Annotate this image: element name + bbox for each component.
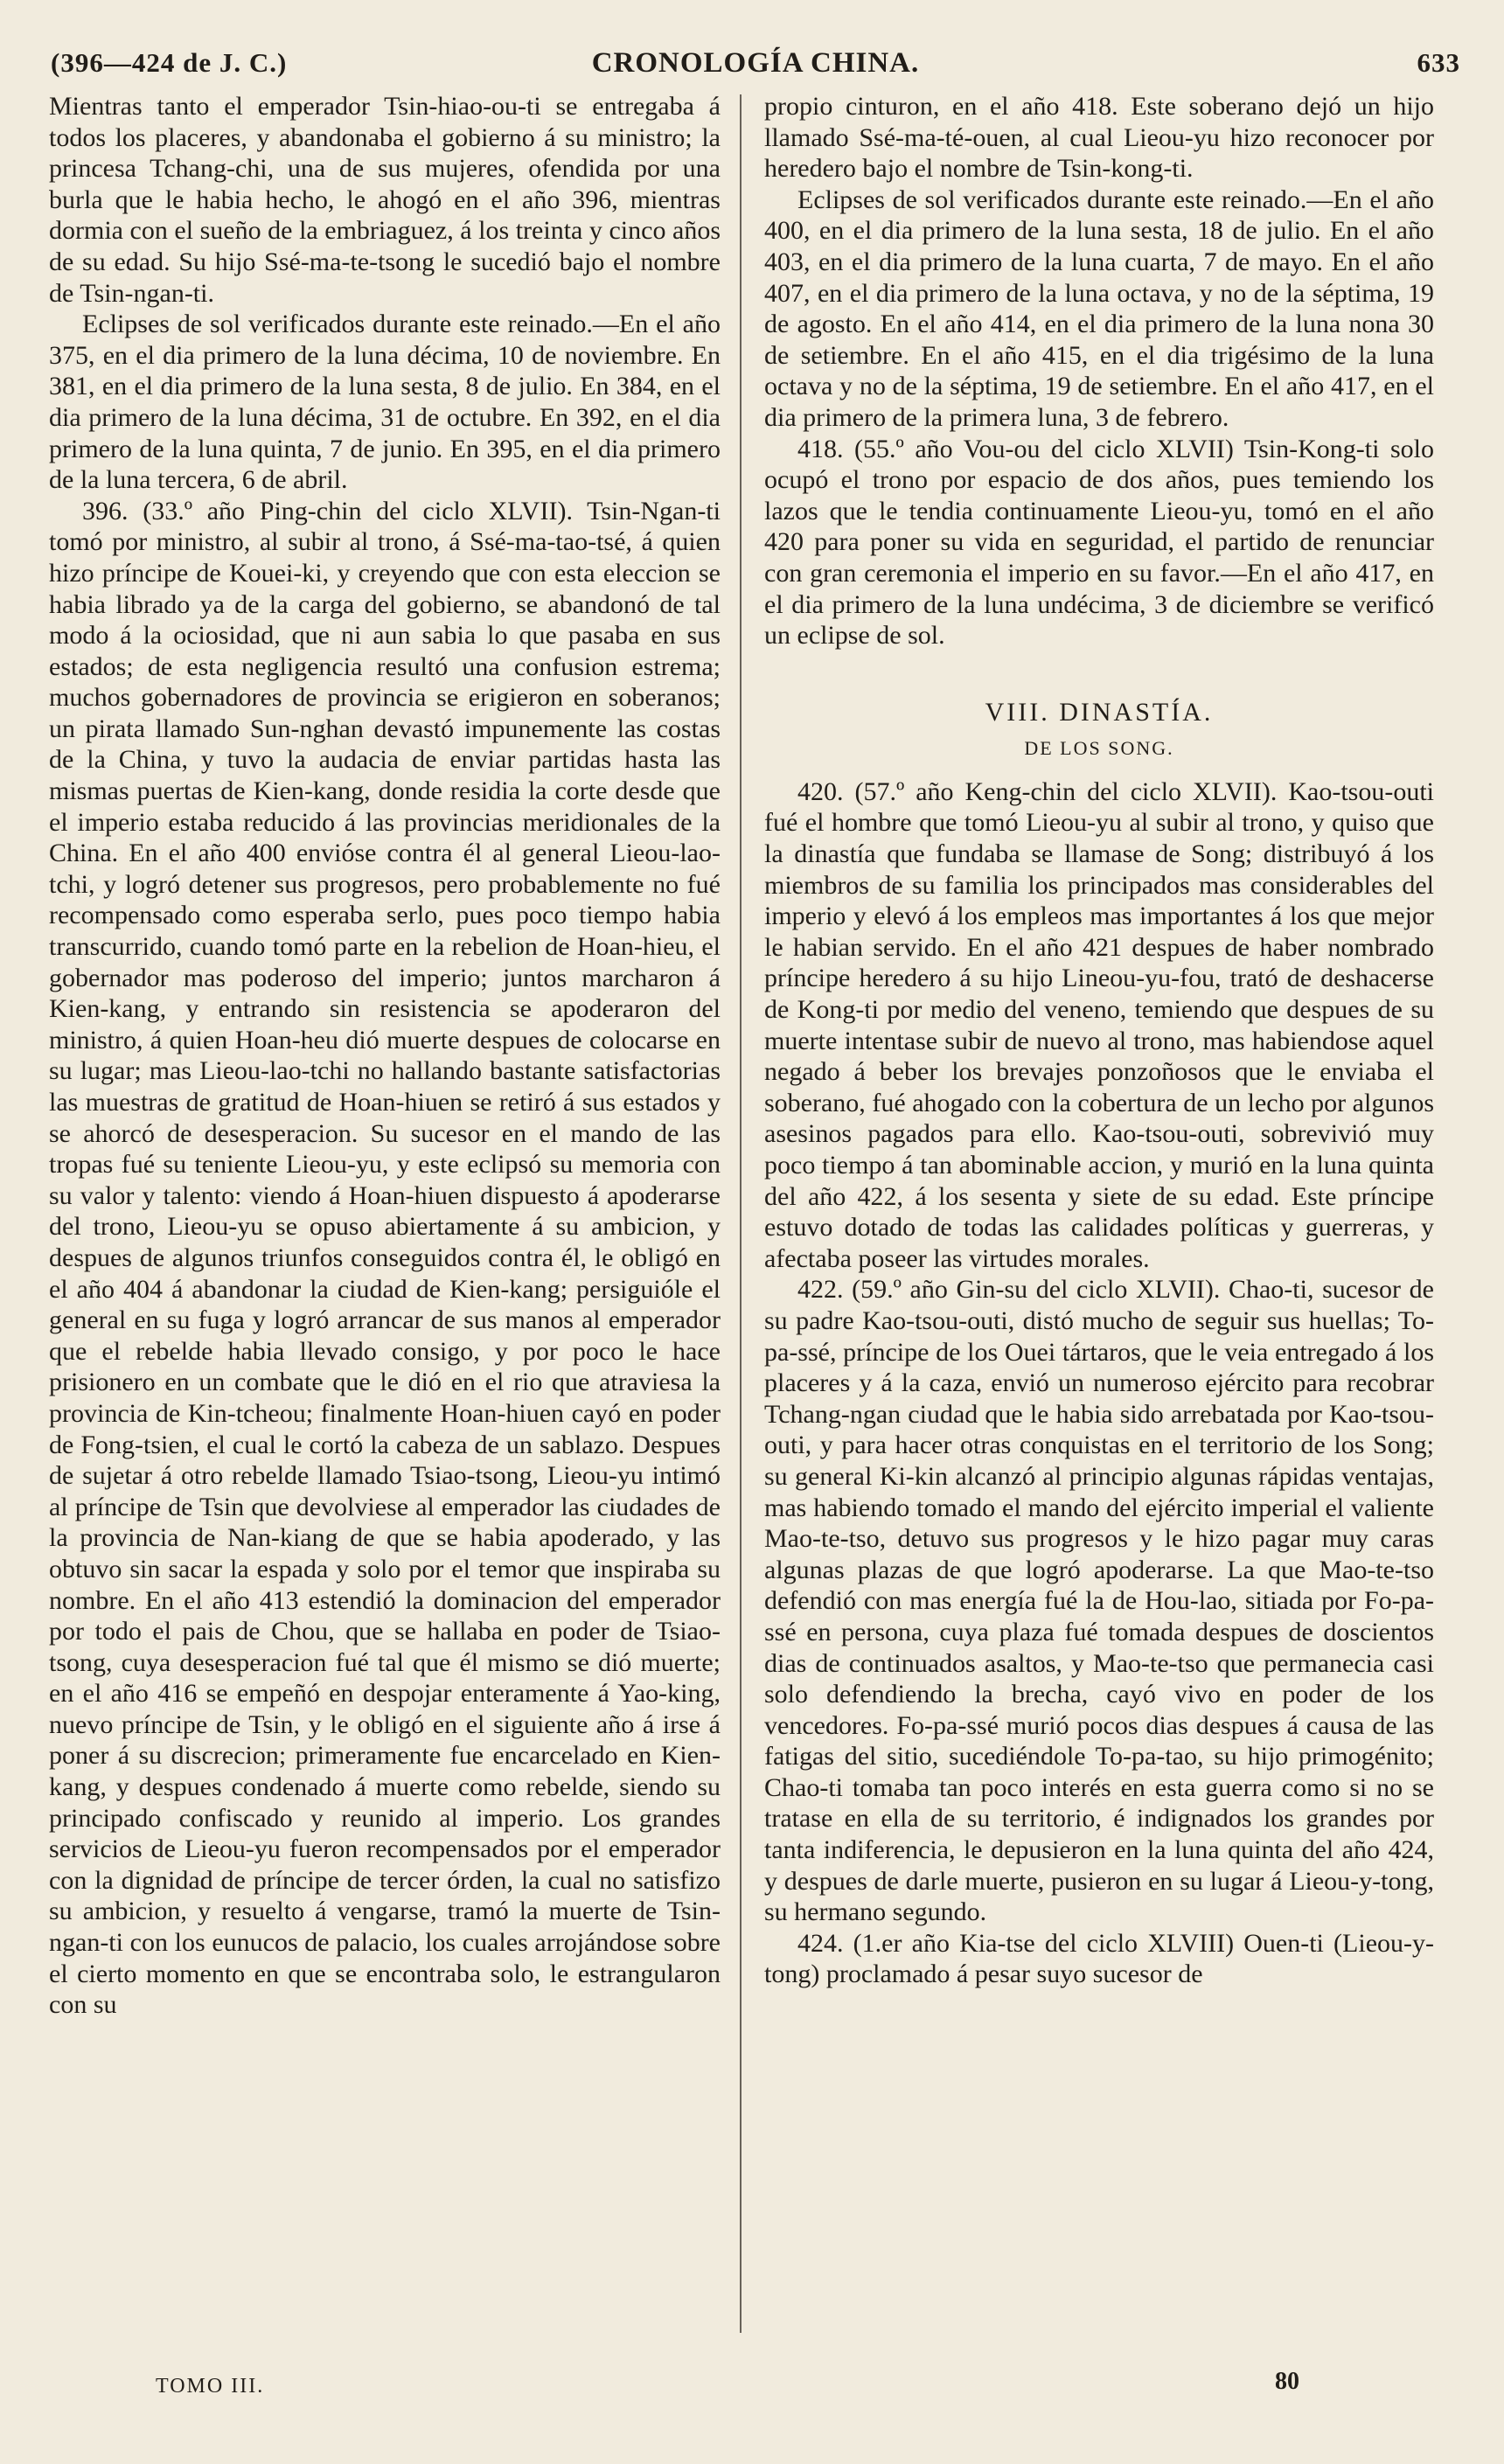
- paragraph: Eclipses de sol verificados durante este reinado.—En el año 400, en el dia primero de la luna sesta, 18 de julio. En el año 403, en el dia primero de la luna cuarta, 7 de mayo. En el año 407, en el dia primero de la luna octava, y no de la séptima, 19 de agosto. En el año 414, en el dia primero de la luna nona 30 de setiembre. En el año 415, en el dia trigésimo de la luna octava y no de la séptima, 19 de setiembre. En el año 417, en el dia primero de la primera luna, 3 de febrero.: [764, 184, 1434, 432]
- header-title: CRONOLOGÍA CHINA.: [591, 47, 920, 79]
- page-number: 633: [1417, 47, 1460, 78]
- header-date-range: (396—424 de J. C.): [51, 47, 288, 78]
- paragraph: 396. (33.º año Ping-chin del ciclo XLVII). Tsin-Ngan-ti tomó por ministro, al subir al trono, á Ssé-ma-tao-tsé, á quien hizo príncipe de Kouei-ki, y creyendo que con esta eleccion se habia librado ya de la carga del gobierno, se abandonó de tal modo á la ociosidad, que ni aun sabia lo que pasaba en sus estados; de esta negligencia resultó una confusion estrema; muchos gobernadores de provincia se erigieron en soberanos; un pirata llamado Sun-nghan devastó impunemente las costas de la China, y tuvo la audacia de enviar partidas hasta las mismas puertas de Kien-kang, donde residia la corte desde que el imperio estaba reducido á las provincias meridionales de la China. En el año 400 envióse contra él al general Lieou-lao-tchi, y logró detener sus progresos, pero probablemente no fué recompensado como esperaba serlo, pues poco tiempo habia transcurrido, cuando tomó parte en la rebelion de Hoan-hieu, el gobernador mas poderoso del imperio; juntos marcharon á Kien-kang, y entrando sin resistencia se apoderaron del ministro, á quien Hoan-heu dió muerte despues de colocarse en su lugar; mas Lieou-lao-tchi no hallando bastante satisfactorias las muestras de gratitud de Hoan-hiuen se retiró á sus estados y se ahorcó de desesperacion. Su sucesor en el mando de las tropas fué su teniente Lieou-yu, y este eclipsó su memoria con su valor y talento: viendo á Hoan-hiuen dispuesto á apoderarse del trono, Lieou-yu se opuso abiertamente á su ambicion, y despues de algunos triunfos conseguidos contra él, le obligó en el año 404 á abandonar la ciudad de Kien-kang; persiguióle el general en su fuga y logró arrancar de sus manos al emperador que el rebelde habia llevado consigo, y por poco le hace prisionero en un combate que le dió en el rio que atraviesa la provincia de Kin-tcheou; finalmente Hoan-hiuen cayó en poder de Fong-tsien, el cual le cortó la cabeza de un sablazo. Despues de sujetar á otro rebelde llamado Tsiao-tsong, Lieou-yu intimó al príncipe de Tsin que devolviese al emperador las ciudades de la provincia de Nan-kiang de que se habia apoderado, y las obtuvo sin sacar la espada y solo por el temor que inspiraba su nombre. En el año 413 estendió la dominacion del emperador por todo el pais de Chou, que se hallaba en poder de Tsiao-tsong, cuya desesperacion fué tal que él mismo se dió muerte; en el año 416 se empeñó en despojar enteramente á Yao-king, nuevo príncipe de Tsin, y le obligó en el siguiente año á irse á poner á su discrecion; primeramente fue encarcelado en Kien-kang, y despues condenado á muerte como rebelde, siendo su principado confiscado y reunido al imperio. Los grandes servicios de Lieou-yu fueron recompensados por el emperador con la dignidad de príncipe de tercer órden, la cual no satisfizo su ambicion, y resuelto á vengarse, tramó la muerte de Tsin-ngan-ti con los eunucos de palacio, los cuales arrojándose sobre el cierto momento en que se encontraba solo, le estrangularon con su: [49, 496, 721, 2020]
- paragraph: Mientras tanto el emperador Tsin-hiao-ou-ti se entregaba á todos los placeres, y abandonaba el gobierno á su ministro; la princesa Tchang-chi, una de sus mujeres, ofendida por una burla que le habia hecho, le ahogó en el año 396, mientras dormia con el sueño de la embriaguez, á los treinta y cinco años de su edad. Su hijo Ssé-ma-te-tsong le sucedió bajo el nombre de Tsin-ngan-ti.: [49, 92, 721, 308]
- right-column: [764, 91, 1434, 1990]
- page-header: [51, 47, 1460, 89]
- section-heading: VIII. DINASTÍA.: [985, 697, 1214, 727]
- section-subheading: DE LOS SONG.: [1024, 737, 1174, 760]
- paragraph: 420. (57.º año Keng-chin del ciclo XLVII). Kao-tsou-outi fué el hombre que tomó Lieou-yu al subir al trono, y quiso que la dinastía que fundaba se llamase de Song; distribuyó á los miembros de su familia los principados mas considerables del imperio y elevó á los empleos mas importantes á los que mejor le habian servido. En el año 421 despues de haber nombrado príncipe heredero á su hijo Lineou-yu-fou, trató de deshacerse de Kong-ti por medio del veneno, temiendo que despues de su muerte intentase subir de nuevo al trono, mas habiendose aquel negado á beber los brevajes ponzoñosos que le enviaba el soberano, fué ahogado con la cobertura de un lecho por algunos asesinos pagados para ello. Kao-tsou-outi, sobrevivió muy poco tiempo á tan abominable accion, y murió en la luna quinta del año 422, á los sesenta y siete de su edad. Este príncipe estuvo dotado de todas las calidades políticas y guerreras, y afectaba poseer las virtudes morales.: [764, 776, 1434, 1273]
- paragraph: propio cinturon, en el año 418. Este soberano dejó un hijo llamado Ssé-ma-té-ouen, al cual Lieou-yu hizo reconocer por heredero bajo el nombre de Tsin-kong-ti.: [764, 92, 1434, 184]
- paragraph: 424. (1.er año Kia-tse del ciclo XLVIII) Ouen-ti (Lieou-y-tong) proclamado á pesar suyo sucesor de: [764, 1928, 1434, 1989]
- paragraph: Eclipses de sol verificados durante este reinado.—En el año 375, en el dia primero de la luna décima, 10 de noviembre. En 381, en el dia primero de la luna sesta, 8 de julio. En 384, en el dia primero de la luna décima, 31 de octubre. En 392, en el dia primero de la luna quinta, 7 de junio. En 395, en el dia primero de la luna tercera, 6 de abril.: [49, 310, 721, 495]
- column-divider: [740, 94, 742, 2333]
- paragraph: 422. (59.º año Gin-su del ciclo XLVII). Chao-ti, sucesor de su padre Kao-tsou-outi, distó mucho de seguir sus huellas; To-pa-ssé, príncipe de los Ouei tártaros, que le veia entregado á los placeres y á la caza, envió un numeroso ejército para recobrar Tchang-ngan ciudad que le habia sido arrebatada por Kao-tsou-outi, y para hacer otras conquistas en el territorio de los Song; su general Ki-kin alcanzó al principio algunas rápidas ventajas, mas habiendo tomado el mando del ejército imperial el valiente Mao-te-tso, detuvo sus progresos y le hizo pagar muy caras algunas plazas de que logró apoderarse. La que Mao-te-tso defendió con mas energía fué la de Hou-lao, sitiada por Fo-pa-ssé en persona, cuya plaza fué tomada despues de doscientos dias de continuados asaltos, y Mao-te-tso que permanecia casi solo defendiendo la brecha, cayó vivo en poder de los vencedores. Fo-pa-ssé murió pocos dias despues á causa de las fatigas del sitio, sucediéndole To-pa-tao, su hijo primogénito; Chao-ti tomaba tan poco interés en esta guerra como si no se tratase en ella de su territorio, é indignados los grandes por tanta indiferencia, le depusieron en la luna quinta del año 424, y despues de darle muerte, pusieron en su lugar á Lieou-y-tong, su hermano segundo.: [764, 1275, 1434, 1927]
- paragraph: 418. (55.º año Vou-ou del ciclo XLVII) Tsin-Kong-ti solo ocupó el trono por espacio de dos años, pues temiendo los lazos que le tendia continuamente Lieou-yu, tomó en el año 420 para poner su vida en seguridad, el partido de renunciar con gran ceremonia el imperio en su favor.—En el año 417, en el dia primero de la luna undécima, 3 de diciembre se verificó un eclipse de sol.: [764, 434, 1434, 651]
- left-column: [49, 91, 721, 2021]
- volume-signature: TOMO III.: [156, 2375, 265, 2398]
- sheet-signature: 80: [1275, 2368, 1299, 2395]
